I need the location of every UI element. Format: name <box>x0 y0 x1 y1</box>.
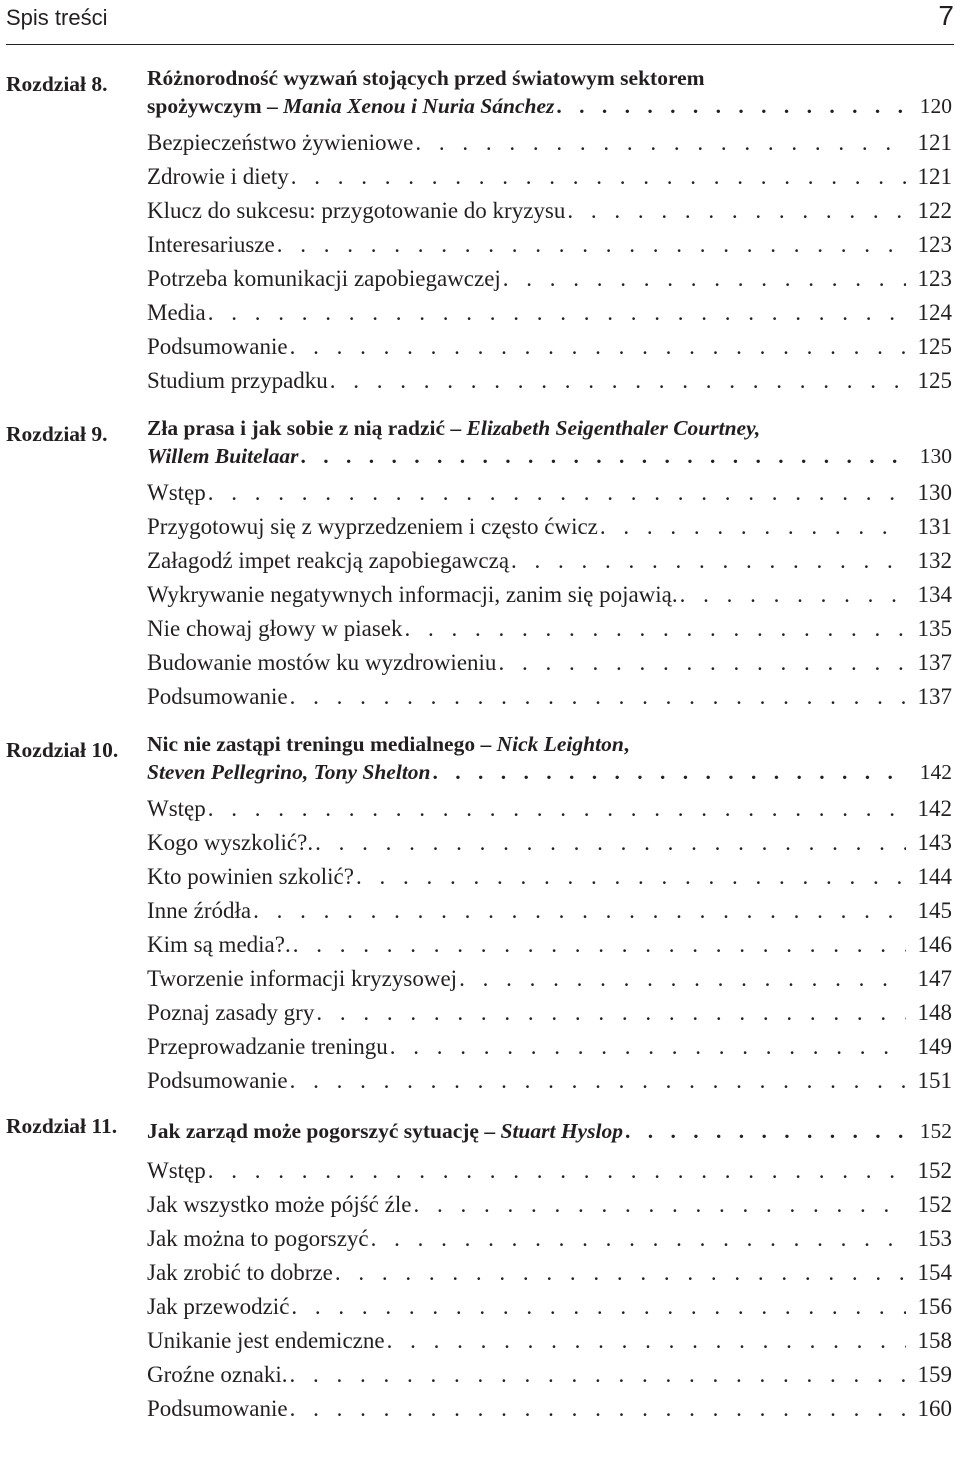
chapter-title[interactable] <box>0 1114 960 1148</box>
toc-entry-page: 152 <box>917 1192 952 1217</box>
chapter-title-line <box>147 758 952 786</box>
dot-leader <box>208 792 906 826</box>
toc-entry-title: Nie chowaj głowy w piasek <box>147 616 403 641</box>
toc-entry-title: Kto powinien szkolić? <box>147 864 354 889</box>
header-title: Spis treści <box>6 5 108 30</box>
toc-entry-page: 123 <box>917 266 952 291</box>
chapter-title[interactable] <box>0 414 960 470</box>
chapter-label: Rozdział 10. <box>6 738 119 762</box>
toc-entry-title: Załagodź impet reakcją zapobiegawczą <box>147 548 510 573</box>
toc-entry[interactable] <box>0 544 960 578</box>
dot-leader <box>390 1030 906 1064</box>
running-header <box>6 0 954 45</box>
toc-entry-page: 152 <box>917 1158 952 1183</box>
toc-entry-page: 130 <box>917 480 952 505</box>
toc-entry-page: 134 <box>917 582 952 607</box>
dot-leader <box>567 194 906 228</box>
chapter-label: Rozdział 8. <box>6 72 108 96</box>
chapter-page-number: 130 <box>919 444 952 468</box>
toc-entry[interactable] <box>0 1154 960 1188</box>
toc-entry-page: 137 <box>917 650 952 675</box>
toc-entry[interactable] <box>0 1064 960 1098</box>
toc-entry-title: Kogo wyszkolić?. <box>147 830 314 855</box>
dot-leader <box>253 894 906 928</box>
toc-entry[interactable] <box>0 510 960 544</box>
dot-leader <box>316 996 906 1030</box>
toc-entry-title: Podsumowanie <box>147 1068 288 1093</box>
dot-leader <box>387 1324 906 1358</box>
dot-leader <box>290 1064 906 1098</box>
dot-leader <box>511 544 906 578</box>
toc-entry[interactable] <box>0 996 960 1030</box>
toc-entry-title: Wstęp <box>147 796 206 821</box>
dot-leader <box>625 1114 906 1148</box>
chapter-page-number: 152 <box>919 1119 952 1143</box>
dot-leader <box>208 1154 906 1188</box>
toc-entry-title: Podsumowanie <box>147 684 288 709</box>
chapter-authors: Steven Pellegrino, Tony Shelton <box>147 760 431 784</box>
chapter-title[interactable] <box>0 730 960 786</box>
toc-entry[interactable] <box>0 792 960 826</box>
toc-entry-page: 159 <box>917 1362 952 1387</box>
chapter-label: Rozdział 11. <box>6 1114 118 1138</box>
chapter-title-line: Różnorodność wyzwań stojących przed światowym sektorem <box>147 66 705 90</box>
toc-entry-title: Groźne oznaki. <box>147 1362 288 1387</box>
toc-entry-page: 151 <box>917 1068 952 1093</box>
chapter-title-text: Zła prasa i jak sobie z nią radzić – <box>147 416 467 440</box>
toc-entry[interactable] <box>0 194 960 228</box>
toc-entry-page: 142 <box>917 796 952 821</box>
toc-entry-title: Wstęp <box>147 480 206 505</box>
toc-entry-title: Podsumowanie <box>147 1396 288 1421</box>
dot-leader <box>315 826 906 860</box>
chapter-title-punct: , <box>623 732 630 756</box>
toc-entry-title: Inne źródła <box>147 898 252 923</box>
toc-entry-title: Przygotowuj się z wyprzedzeniem i często ćwicz <box>147 514 598 539</box>
chapter-title-line <box>147 414 952 442</box>
chapter-authors: Elizabeth Seigenthaler Courtney, <box>466 416 761 440</box>
toc-entry-page: 146 <box>917 932 952 957</box>
toc-entry-page: 132 <box>917 548 952 573</box>
chapter-10 <box>0 730 960 1098</box>
toc-entry[interactable] <box>0 860 960 894</box>
toc-entry-title: Jak przewodzić <box>147 1294 290 1319</box>
chapter-title-line <box>147 442 952 470</box>
toc-entry-page: 144 <box>917 864 952 889</box>
toc-entry-page: 121 <box>917 130 952 155</box>
dot-leader <box>415 126 906 160</box>
toc-entry-title: Budowanie mostów ku wyzdrowieniu <box>147 650 497 675</box>
dot-leader <box>405 612 907 646</box>
toc-entry-title: Unikanie jest endemiczne <box>147 1328 385 1353</box>
dot-leader <box>498 646 906 680</box>
dot-leader <box>459 962 906 996</box>
toc-entry[interactable] <box>0 160 960 194</box>
chapter-title-line <box>147 730 952 758</box>
toc-entry-page: 121 <box>917 164 952 189</box>
chapter-title-text: Jak zarząd może pogorszyć sytuację – <box>147 1119 501 1143</box>
toc-entry-page: 153 <box>917 1226 952 1251</box>
toc-entry-page: 160 <box>917 1396 952 1421</box>
chapter-page-number: 142 <box>919 760 952 784</box>
toc-entry-page: 143 <box>917 830 952 855</box>
toc-entry-title: Podsumowanie <box>147 334 288 359</box>
chapter-authors: Mania Xenou i Nuria Sánchez <box>283 94 555 118</box>
toc-entry[interactable] <box>0 1358 960 1392</box>
chapter-title-line <box>147 92 952 120</box>
toc-entry-title: Studium przypadku <box>147 368 328 393</box>
toc-entry-page: 131 <box>917 514 952 539</box>
toc-entry[interactable] <box>0 612 960 646</box>
dot-leader <box>277 228 906 262</box>
toc-entry-page: 156 <box>917 1294 952 1319</box>
toc-entry-page: 137 <box>917 684 952 709</box>
toc-entry-title: Jak można to pogorszyć <box>147 1226 369 1251</box>
toc-entry-page: 125 <box>917 334 952 359</box>
chapter-title-line <box>147 1114 952 1148</box>
dot-leader <box>208 296 906 330</box>
toc-entry-page: 158 <box>917 1328 952 1353</box>
chapter-8 <box>0 64 960 398</box>
toc-entry[interactable] <box>0 1290 960 1324</box>
dot-leader <box>290 1358 907 1392</box>
dot-leader <box>290 330 906 364</box>
dot-leader <box>335 1256 906 1290</box>
toc-entry-page: 154 <box>917 1260 952 1285</box>
chapter-title-text: Nic nie zastąpi treningu medialnego – <box>147 732 497 756</box>
toc-entry-page: 122 <box>917 198 952 223</box>
chapter-11 <box>0 1114 960 1426</box>
toc-entry-title: Wstęp <box>147 1158 206 1183</box>
toc-entry-page: 135 <box>917 616 952 641</box>
dot-leader <box>413 1188 906 1222</box>
dot-leader <box>208 476 906 510</box>
toc-entry[interactable] <box>0 330 960 364</box>
toc-entry-title: Poznaj zasady gry <box>147 1000 315 1025</box>
toc-entry[interactable] <box>0 296 960 330</box>
toc-entry[interactable] <box>0 962 960 996</box>
toc-entry[interactable] <box>0 1324 960 1358</box>
toc-entry-title: Kim są media?. <box>147 932 291 957</box>
dot-leader <box>600 510 906 544</box>
chapter-authors: Nick Leighton <box>496 732 624 756</box>
toc-entry-title: Przeprowadzanie treningu <box>147 1034 388 1059</box>
dot-leader <box>291 160 906 194</box>
dot-leader <box>293 928 906 962</box>
dot-leader <box>371 1222 906 1256</box>
toc-entry-page: 145 <box>917 898 952 923</box>
toc-entry-page: 149 <box>917 1034 952 1059</box>
toc-entry-title: Media <box>147 300 206 325</box>
toc-entry[interactable] <box>0 1030 960 1064</box>
toc-entry-title: Interesariusze <box>147 232 275 257</box>
dot-leader <box>680 578 906 612</box>
toc-entry[interactable] <box>0 476 960 510</box>
dot-leader <box>290 680 906 714</box>
chapter-authors: Willem Buitelaar <box>147 444 299 468</box>
dot-leader <box>356 860 906 894</box>
toc-entry-page: 125 <box>917 368 952 393</box>
toc-entry-title: Jak wszystko może pójść źle <box>147 1192 412 1217</box>
dot-leader <box>290 1392 906 1426</box>
chapter-9 <box>0 414 960 714</box>
toc-entry-page: 147 <box>917 966 952 991</box>
toc-entry[interactable] <box>0 1392 960 1426</box>
toc-entry[interactable] <box>0 578 960 612</box>
toc-entry-page: 148 <box>917 1000 952 1025</box>
toc-entry-title: Jak zrobić to dobrze <box>147 1260 333 1285</box>
toc-entry-title: Bezpieczeństwo żywieniowe <box>147 130 414 155</box>
table-of-contents <box>0 64 960 1442</box>
toc-entry[interactable] <box>0 646 960 680</box>
toc-entry-title: Zdrowie i diety <box>147 164 289 189</box>
header-page-number: 7 <box>938 0 954 31</box>
toc-entry[interactable] <box>0 1222 960 1256</box>
dot-leader <box>433 758 907 786</box>
toc-entry[interactable] <box>0 262 960 296</box>
dot-leader <box>330 364 906 398</box>
toc-entry[interactable] <box>0 680 960 714</box>
chapter-page-number: 120 <box>919 94 952 118</box>
toc-entry[interactable] <box>0 126 960 160</box>
chapter-authors: Stuart Hyslop <box>500 1119 623 1143</box>
toc-entry-title: Klucz do sukcesu: przygotowanie do kryzysu <box>147 198 566 223</box>
toc-entry[interactable] <box>0 1256 960 1290</box>
toc-entry[interactable] <box>0 364 960 398</box>
dot-leader <box>301 442 906 470</box>
toc-entry-title: Tworzenie informacji kryzysowej <box>147 966 458 991</box>
toc-entry[interactable] <box>0 894 960 928</box>
toc-entry[interactable] <box>0 826 960 860</box>
chapter-title[interactable] <box>0 64 960 120</box>
chapter-title-text: spożywczym – <box>147 94 284 118</box>
dot-leader <box>291 1290 906 1324</box>
toc-entry-page: 123 <box>917 232 952 257</box>
toc-entry[interactable] <box>0 228 960 262</box>
toc-entry-page: 124 <box>917 300 952 325</box>
toc-entry-title: Wykrywanie negatywnych informacji, zanim się pojawią. <box>147 582 678 607</box>
dot-leader <box>503 262 906 296</box>
chapter-label: Rozdział 9. <box>6 422 108 446</box>
toc-entry[interactable] <box>0 928 960 962</box>
dot-leader <box>556 92 906 120</box>
toc-entry[interactable] <box>0 1188 960 1222</box>
toc-entry-title: Potrzeba komunikacji zapobiegawczej <box>147 266 501 291</box>
